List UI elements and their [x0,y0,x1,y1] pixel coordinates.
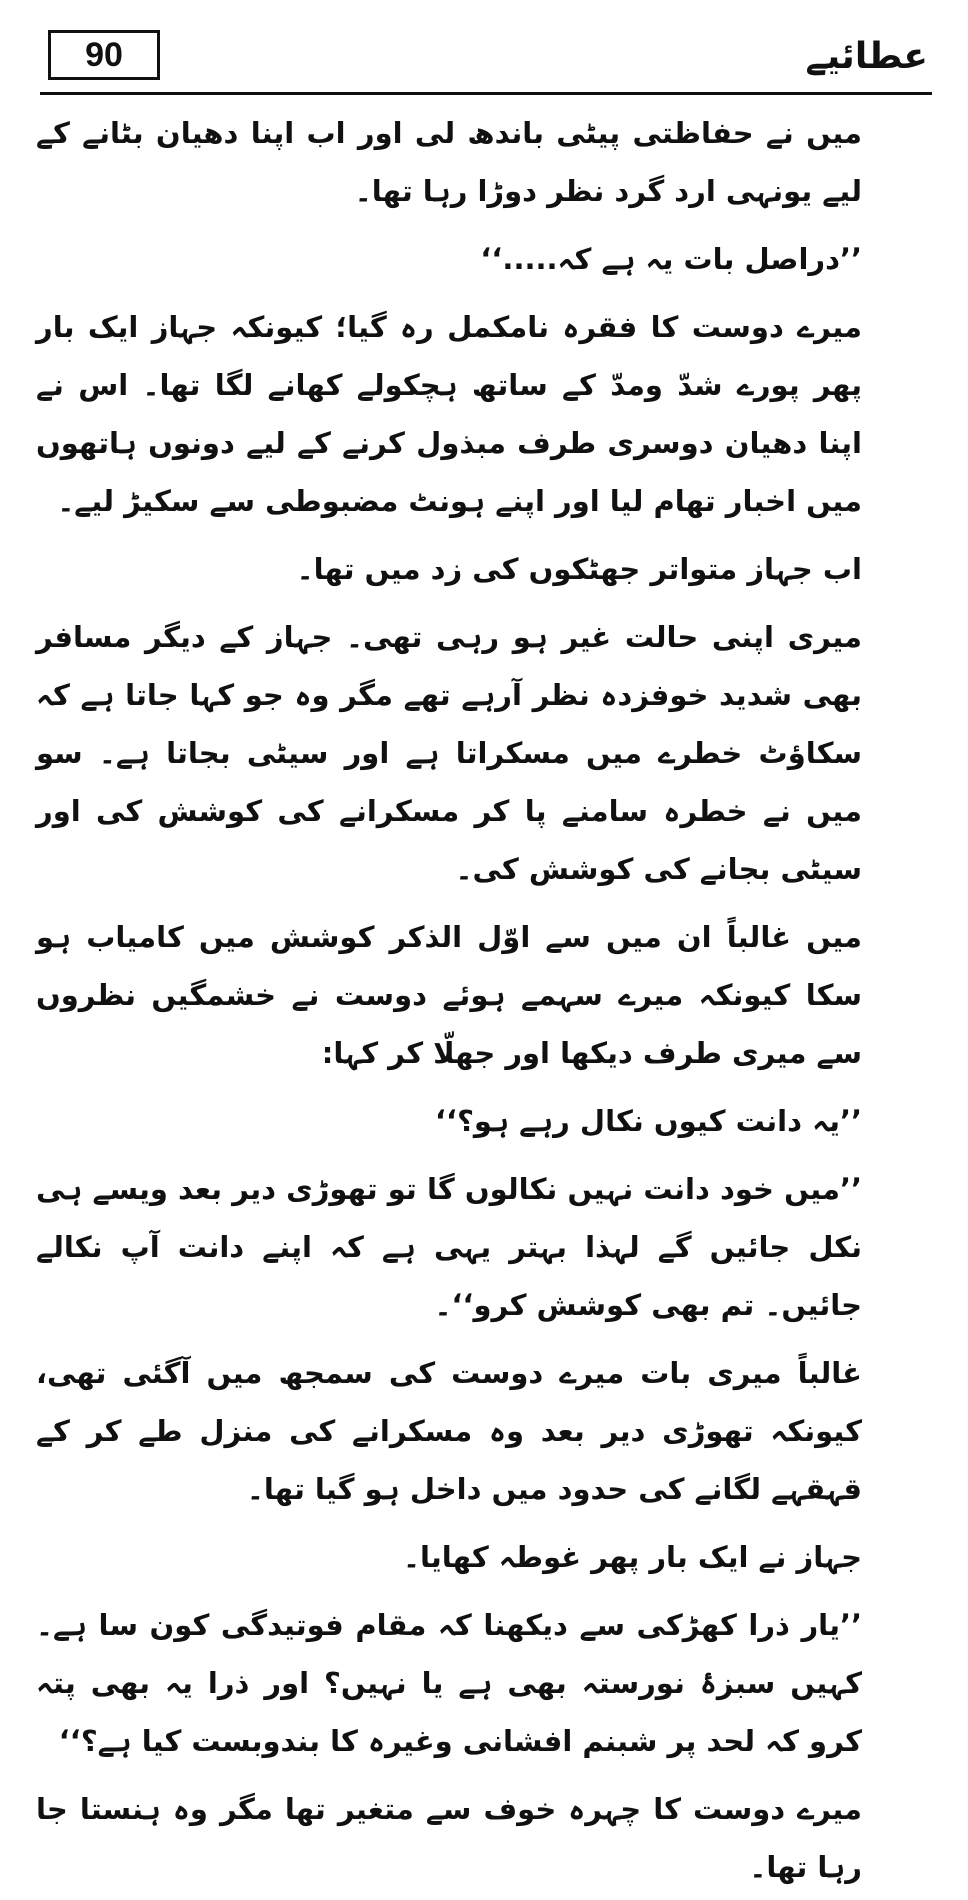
paragraph-10: جہاز نے ایک بار پھر غوطہ کھایا۔ [403,1540,862,1574]
running-title: عطائیے [805,36,928,77]
paragraph-11: ’’یار ذرا کھڑکی سے دیکھنا کہ مقام فوتیدگی کون سا ہے۔ کہیں سبزۂ نورستہ بھی ہے یا نہیں؟ اور ذرا یہ بھی پتہ کرو کہ لحد پر شبنم افشانی وغیرہ کا بندوبست کیا ہے؟‘‘ [36,1608,862,1758]
page-body [36,104,932,1900]
paragraph-9: غالباً میری بات میرے دوست کی سمجھ میں آگئی تھی، کیونکہ تھوڑی دیر بعد وہ مسکرانے کی منزل طے کر کے قہقہے لگانے کی حدود میں داخل ہو گیا تھا۔ [36,1356,862,1506]
paragraph-1: میں نے حفاظتی پیٹی باندھ لی اور اب اپنا دھیان بٹانے کے لیے یونہی ارد گرد نظر دوڑا رہا تھا۔ [36,116,862,208]
paragraph-7: ’’یہ دانت کیوں نکال رہے ہو؟‘‘ [435,1104,862,1138]
paragraph-8: ’’میں خود دانت نہیں نکالوں گا تو تھوڑی دیر بعد ویسے ہی نکل جائیں گے لہذا بہتر یہی ہے کہ اپنے دانت آپ نکالے جائیں۔ تم بھی کوشش کرو‘‘۔ [36,1172,862,1322]
paragraph-4: اب جہاز متواتر جھٹکوں کی زد میں تھا۔ [296,552,862,586]
page-number: 90 [48,30,160,80]
paragraph-12: میرے دوست کا چہرہ خوف سے متغیر تھا مگر وہ ہنستا جا رہا تھا۔ [36,1792,862,1884]
paragraph-2: ’’دراصل بات یہ ہے کہ.....‘‘ [480,242,862,276]
paragraph-6: میں غالباً ان میں سے اوّل الذکر کوشش میں کامیاب ہو سکا کیونکہ میرے سہمے ہوئے دوست نے خشمگیں نظروں سے میری طرف دیکھا اور جھلّا کر کہا: [36,920,862,1070]
header-divider [40,92,932,95]
paragraph-3: میرے دوست کا فقرہ نامکمل رہ گیا؛ کیونکہ جہاز ایک بار پھر پورے شدّ ومدّ کے ساتھ ہچکولے کھانے لگا تھا۔ اس نے اپنا دھیان دوسری طرف مبذول کرنے کے لیے دونوں ہاتھوں میں اخبار تھام لیا اور اپنے ہونٹ مضبوطی سے سکیڑ لیے۔ [36,310,862,518]
paragraph-5: میری اپنی حالت غیر ہو رہی تھی۔ جہاز کے دیگر مسافر بھی شدید خوفزدہ نظر آرہے تھے مگر وہ جو کہا جاتا ہے کہ سکاؤٹ خطرے میں مسکراتا ہے اور سیٹی بجاتا ہے۔ سو میں نے خطرہ سامنے پا کر مسکرانے کی کوشش کی اور سیٹی بجانے کی کوشش کی۔ [36,620,862,886]
